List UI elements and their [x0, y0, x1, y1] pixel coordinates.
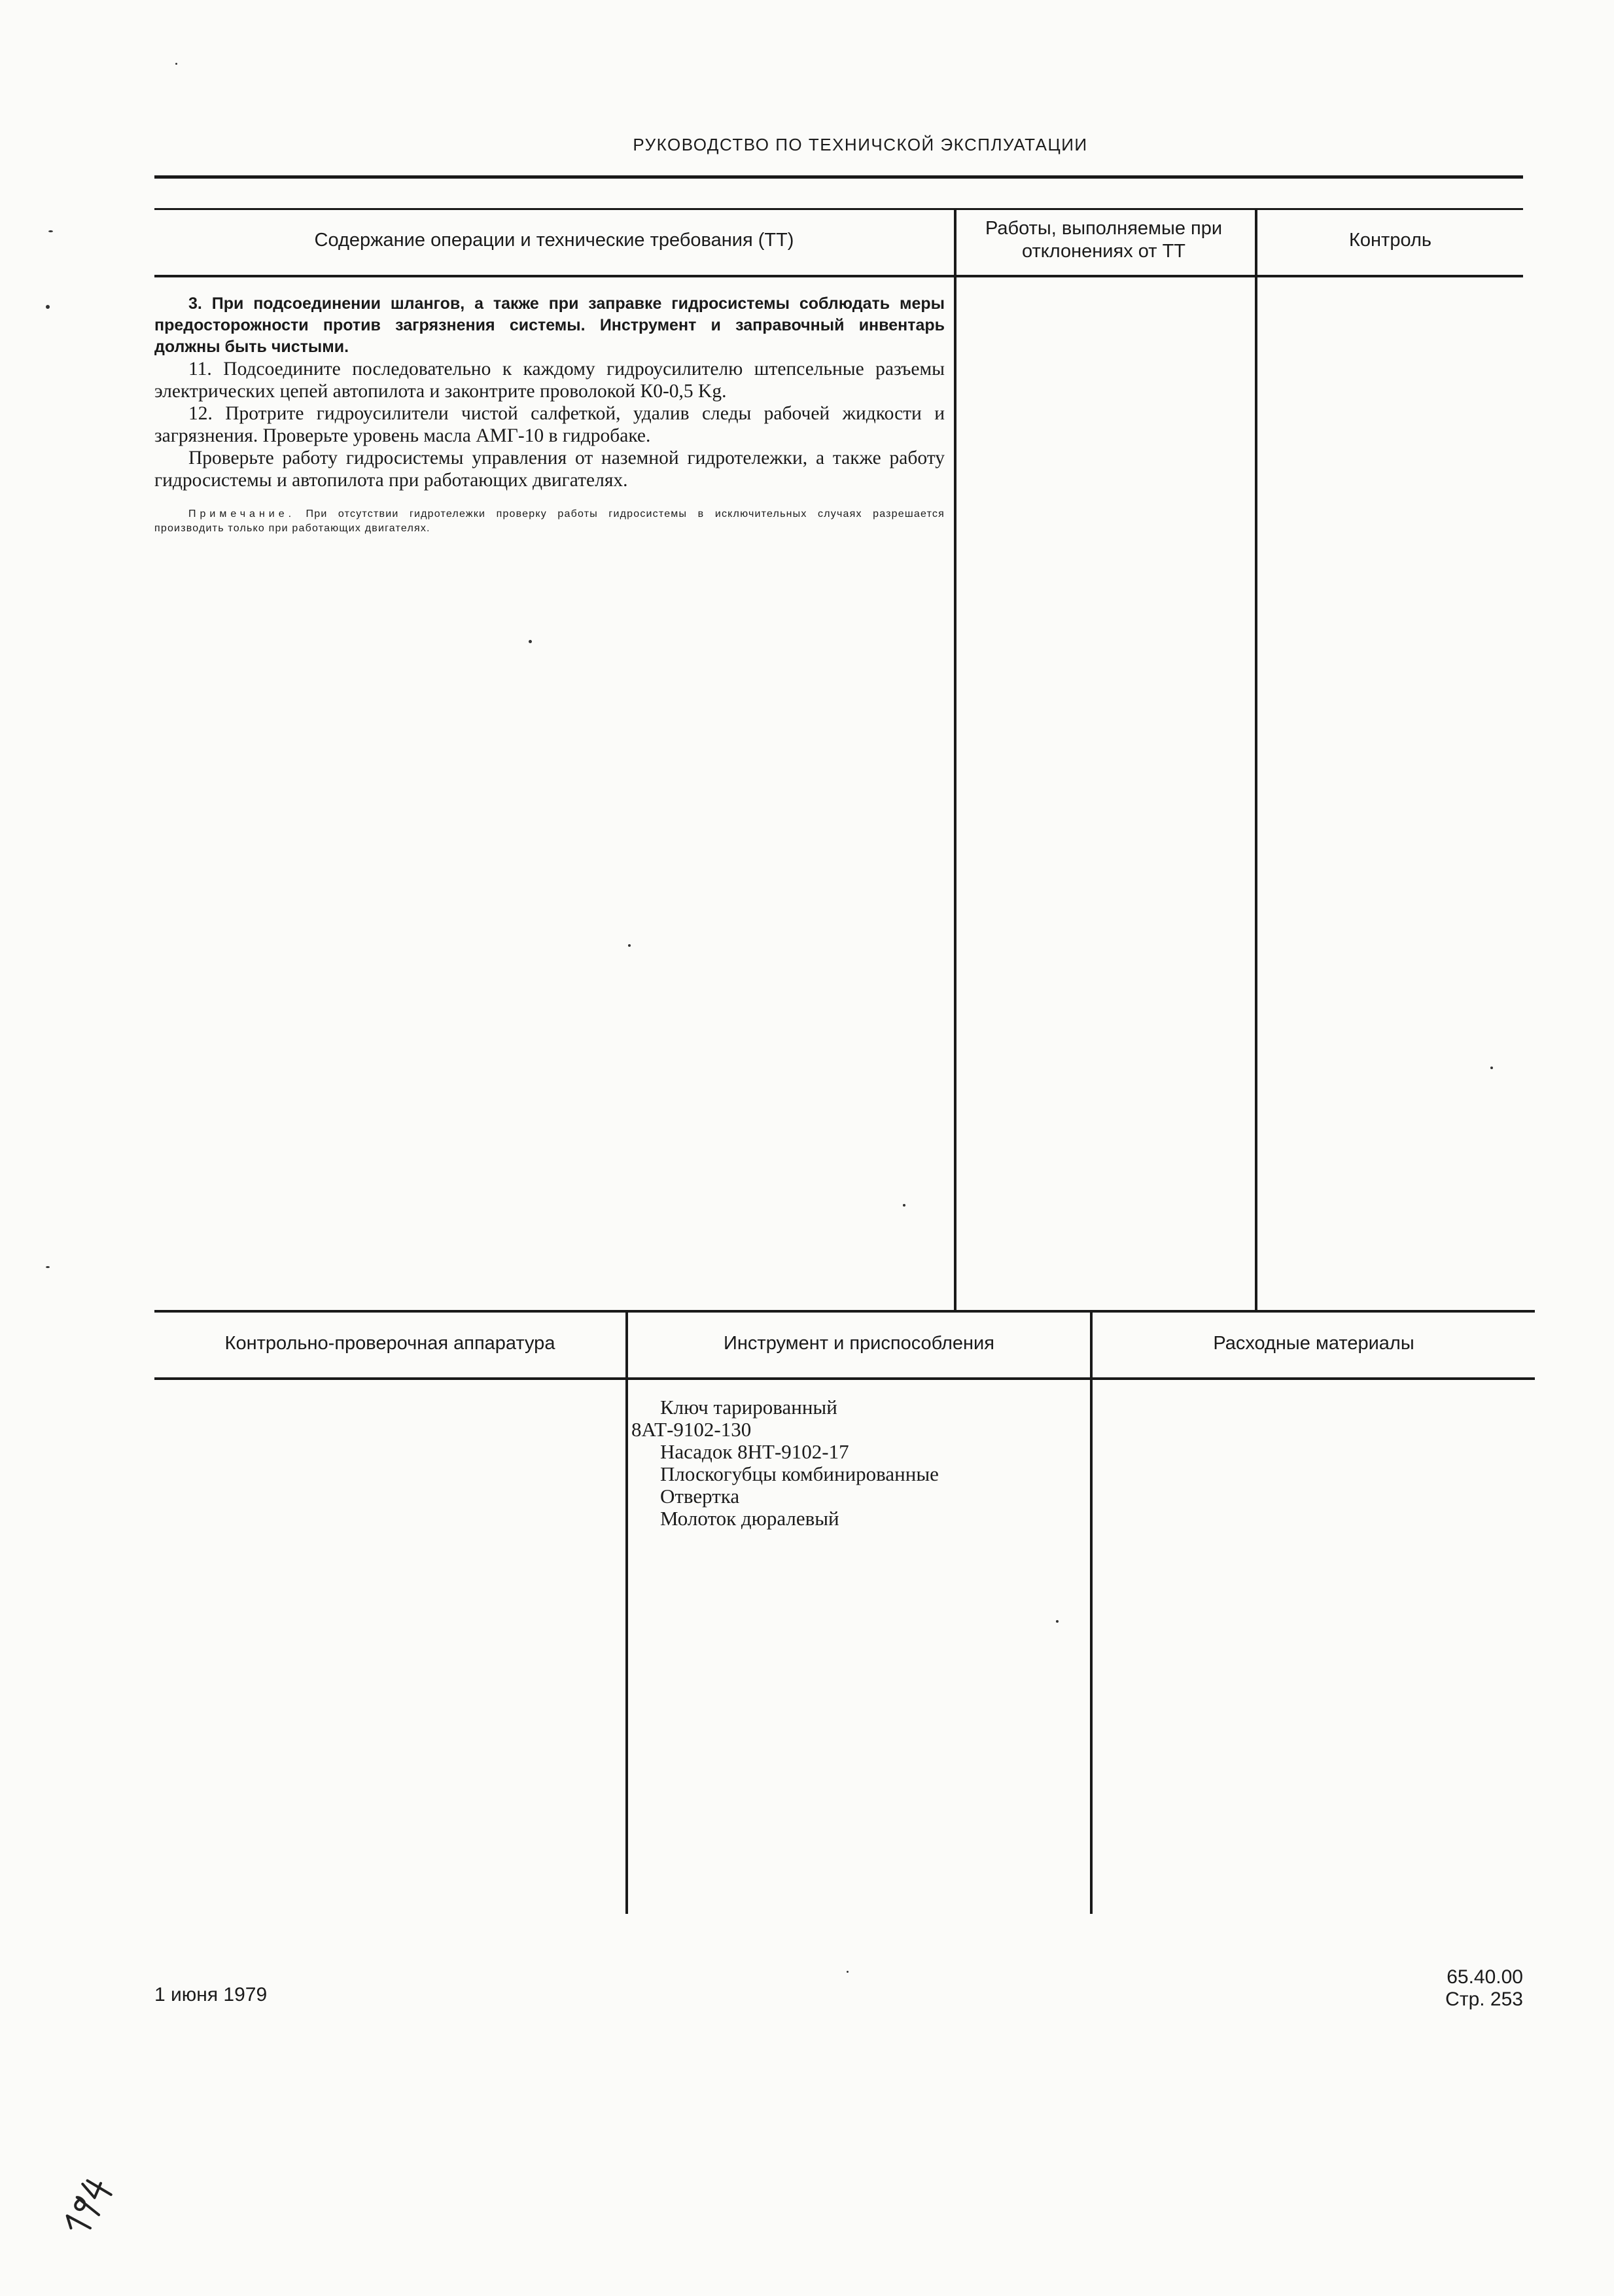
- document-title: РУКОВОДСТВО ПО ТЕХНИЧСКОЙ ЭКСПЛУАТАЦИИ: [633, 135, 1088, 154]
- column-header-materials: Расходные материалы: [1213, 1333, 1414, 1354]
- page-reference: [1361, 1966, 1523, 2011]
- scan-speck: [175, 63, 177, 65]
- check-paragraph: Проверьте работу гидросистемы управления от наземной гидротележки, а также работу гидросистемы и автопилота при работающих двигателях.: [154, 448, 945, 491]
- tools-list: [631, 1396, 1083, 1530]
- note-text: При отсутствии гидротележки проверку работы гидросистемы в исключительных случаях разрешается производить только при работающих двигателях.: [154, 508, 945, 534]
- list-item: Плоскогубцы комбинированные: [660, 1462, 939, 1485]
- scan-speck: [46, 305, 50, 309]
- bottom-column-divider-2: [1090, 1310, 1093, 1914]
- bottom-table-header-rule: [154, 1377, 1535, 1380]
- column-header-control: Контроль: [1349, 230, 1431, 251]
- column-header-tools: Инструмент и приспособления: [724, 1333, 994, 1354]
- scan-speck: [628, 944, 631, 947]
- scan-speck: [847, 1971, 849, 1973]
- scan-speck: [1056, 1620, 1059, 1623]
- issue-date: 1 июня 1979: [154, 1984, 268, 2005]
- list-item: Отвертка: [660, 1485, 740, 1508]
- warning-paragraph: 3. При подсоединении шлангов, а также при заправке гидросистемы соблюдать меры предосторожности против загрязнения системы. Инструмент и заправочный инвентарь должны быть чистыми.: [154, 294, 945, 356]
- list-item: Молоток дюралевый: [660, 1507, 839, 1530]
- list-item: 8АТ-9102-130: [631, 1418, 752, 1441]
- scan-speck: [48, 230, 53, 232]
- scan-speck: [1490, 1067, 1493, 1069]
- column-divider-1: [954, 208, 956, 1311]
- step-11-paragraph: 11. Подсоедините последовательно к каждому гидроусилителю штепсельные разъемы электрических цепей автопилота и законтрите проволокой К0-0,5 Kg.: [154, 359, 945, 402]
- column-header-content: Содержание операции и технические требования (ТТ): [314, 230, 794, 251]
- page-number: Стр. 253: [1445, 1988, 1523, 2010]
- bottom-column-divider-1: [625, 1310, 628, 1914]
- handwritten-mark: [42, 2166, 114, 2231]
- list-item: Насадок 8НТ-9102-17: [660, 1440, 849, 1463]
- step-12-paragraph: 12. Протрите гидроусилители чистой салфеткой, удалив следы рабочей жидкости и загрязнения. Проверьте уровень масла АМГ-10 в гидробаке.: [154, 403, 945, 446]
- column-header-deviations: Работы, выполняемые при отклонениях от ТТ: [985, 218, 1223, 262]
- scan-speck: [46, 1266, 50, 1268]
- table-header-bottom-rule: [154, 275, 1523, 277]
- scan-speck: [903, 1204, 905, 1207]
- column-divider-2: [1255, 208, 1257, 1311]
- bottom-table-top-rule: [154, 1310, 1535, 1313]
- table-top-rule: [154, 208, 1523, 210]
- column-header-test-equipment: Контрольно-проверочная аппаратура: [224, 1333, 555, 1354]
- list-item: Ключ тарированный: [660, 1396, 837, 1419]
- operation-content: [154, 293, 945, 536]
- header-rule: [154, 175, 1523, 179]
- scan-speck: [529, 640, 532, 643]
- section-number: 65.40.00: [1447, 1966, 1523, 1988]
- note-paragraph: [154, 507, 945, 536]
- note-label: Примечание.: [188, 508, 296, 520]
